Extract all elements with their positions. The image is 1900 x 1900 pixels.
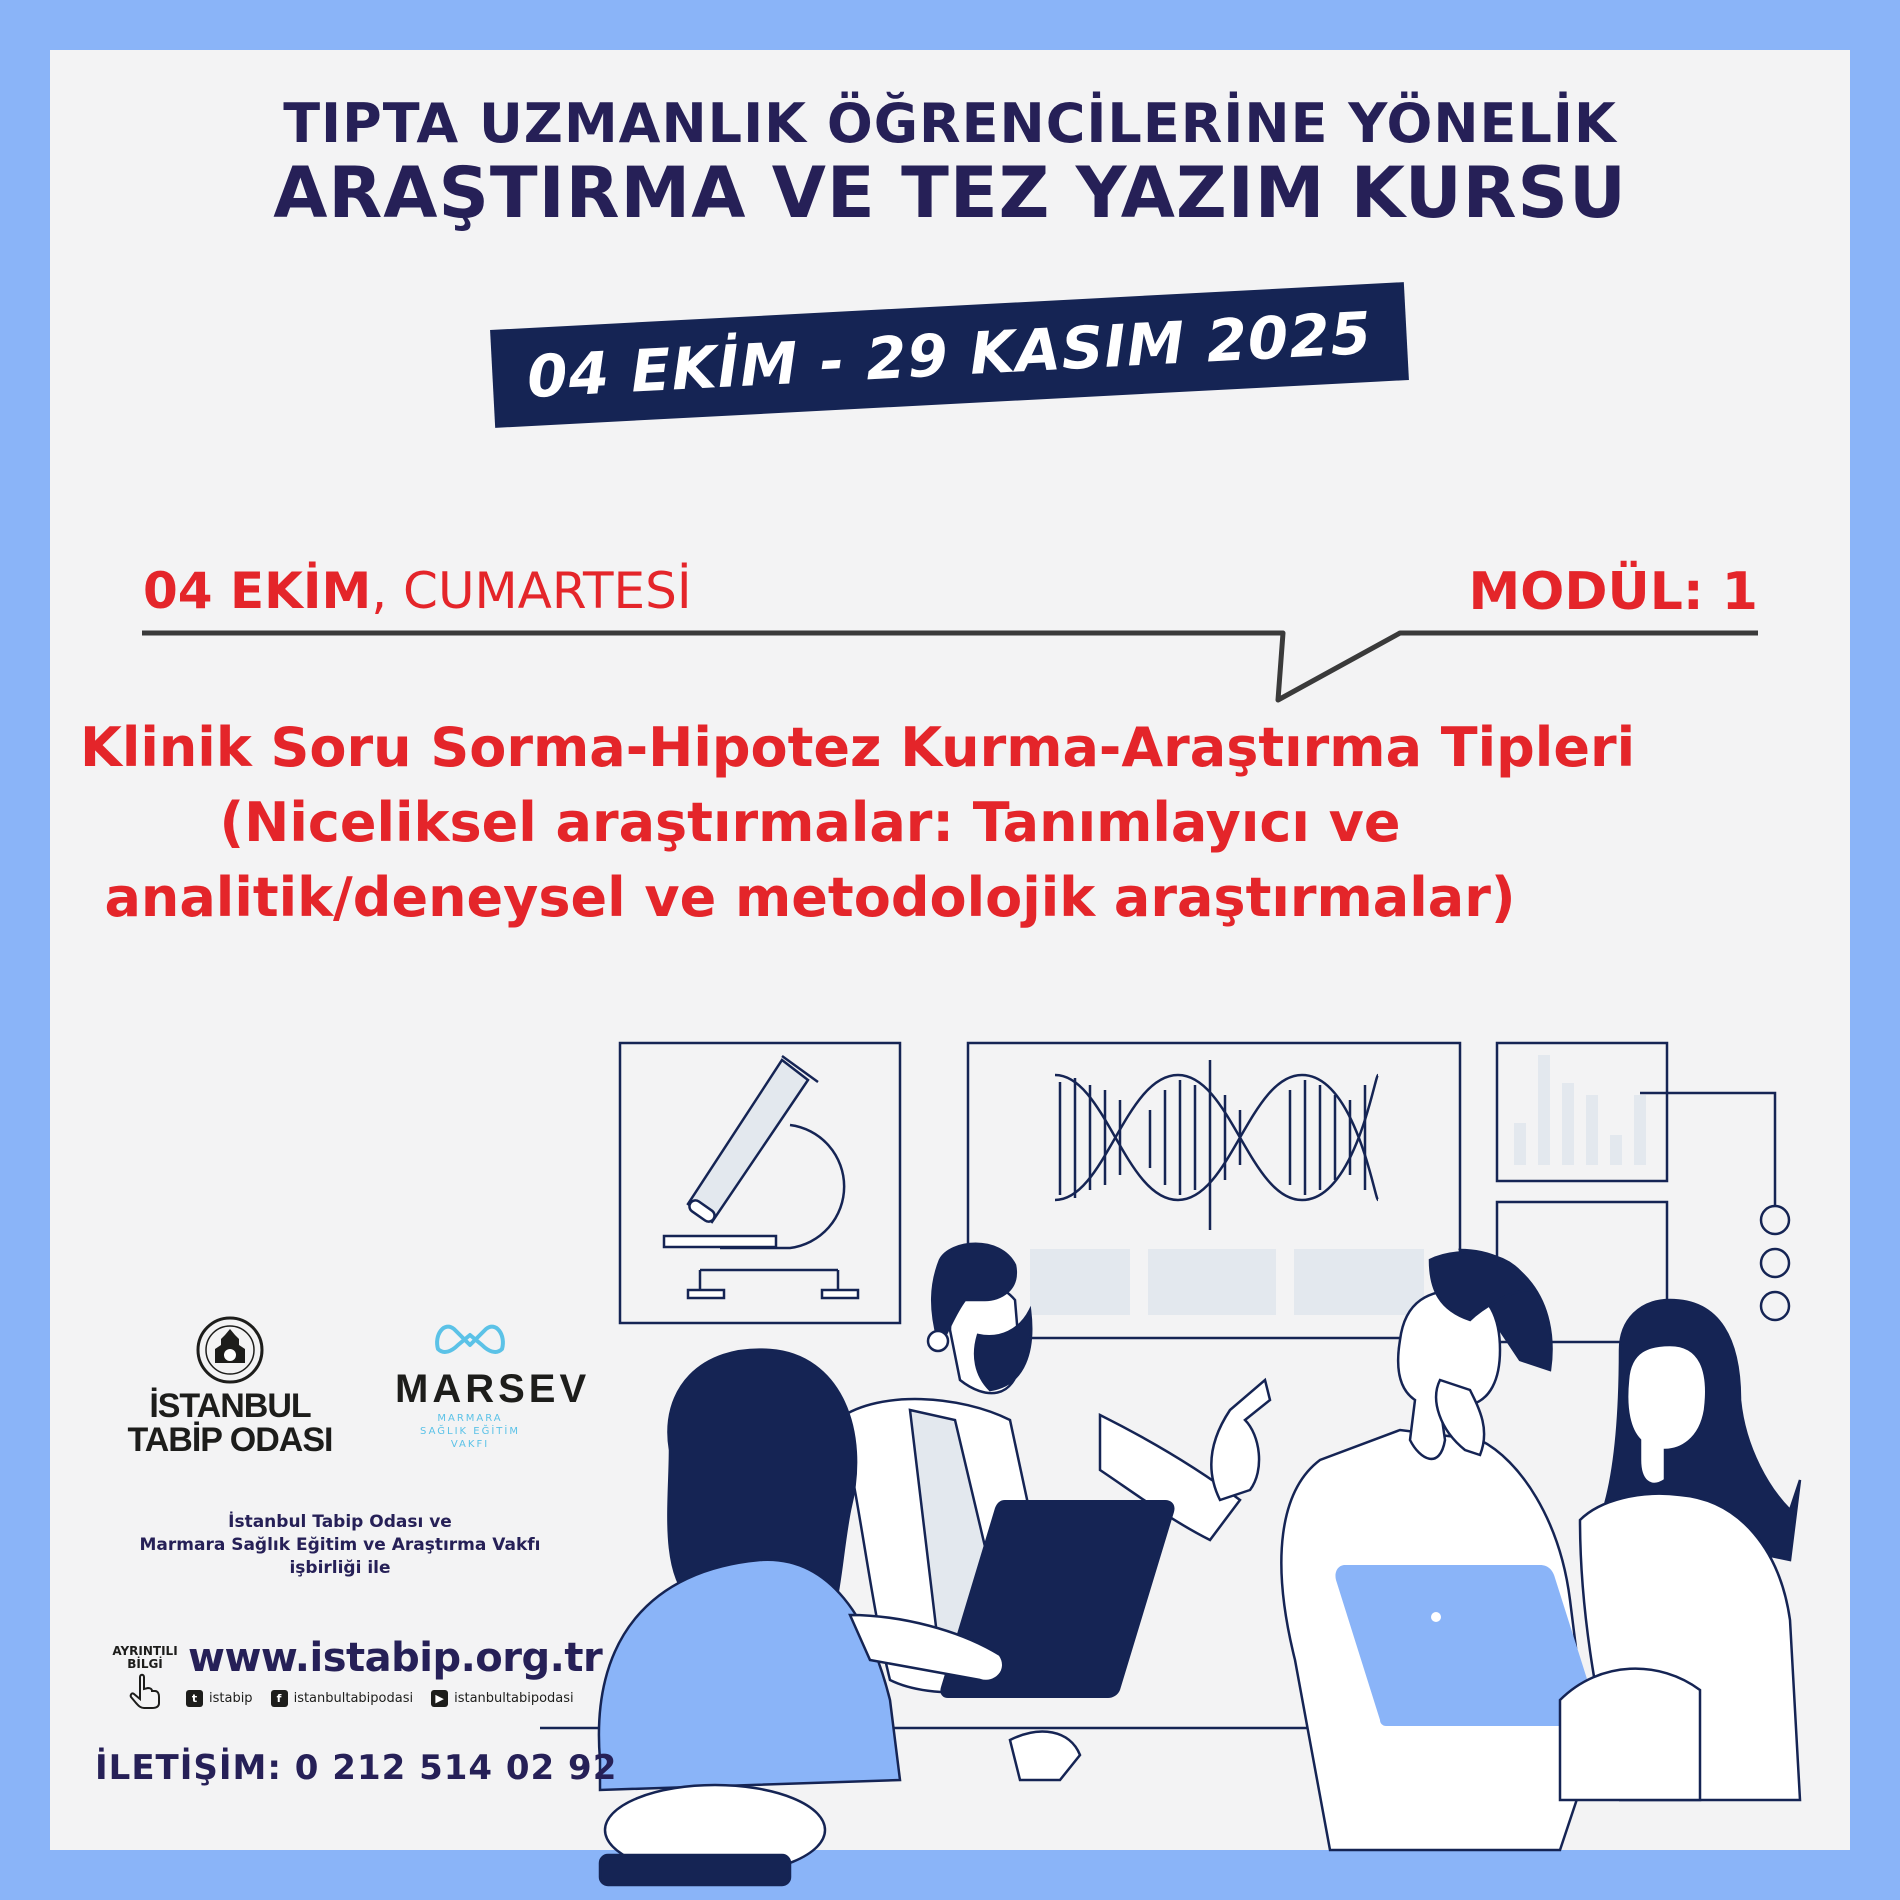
topic-line2: (Niceliksel araştırmalar: Tanımlayıcı ve bbox=[219, 791, 1401, 854]
session-date-bold: 04 EKİM bbox=[143, 562, 372, 620]
marsev-logo bbox=[395, 1315, 591, 1451]
marsev-mark-icon bbox=[430, 1315, 510, 1359]
social-youtube-handle: istanbultabipodasi bbox=[454, 1691, 574, 1706]
bar-chart-icon bbox=[1514, 1055, 1646, 1165]
marsev-sub1: MARMARA bbox=[437, 1413, 503, 1424]
module-label: MODÜL: 1 bbox=[1468, 562, 1758, 622]
session-day: , CUMARTESİ bbox=[371, 562, 692, 620]
header-title: ARAŞTIRMA VE TEZ YAZIM KURSU bbox=[273, 152, 1627, 234]
dna-icon bbox=[1055, 1060, 1378, 1230]
marsev-name: MARSEV bbox=[395, 1367, 591, 1411]
itb-name-line2: TABİP ODASI bbox=[127, 1421, 333, 1459]
website-link[interactable]: www.istabip.org.tr bbox=[188, 1635, 603, 1681]
social-facebook[interactable] bbox=[271, 1690, 414, 1707]
details-label bbox=[105, 1645, 185, 1712]
itb-name-line1: İSTANBUL bbox=[149, 1387, 311, 1425]
microscope-frame bbox=[620, 1043, 900, 1323]
collab-line3: işbirliği ile bbox=[289, 1558, 391, 1578]
istanbul-tabip-odasi-logo bbox=[120, 1315, 340, 1457]
social-twitter-handle: istabip bbox=[209, 1691, 253, 1706]
itb-seal-icon bbox=[195, 1315, 265, 1385]
twitter-icon: t bbox=[186, 1690, 203, 1707]
collab-line2: Marmara Sağlık Eğitim ve Araştırma Vakfı bbox=[139, 1535, 541, 1555]
hand-pointer-icon bbox=[128, 1673, 162, 1709]
man-right-figure bbox=[1281, 1250, 1590, 1850]
header-line1: TIPTA UZMANLIK ÖĞRENCİLERİNE YÖNELİK bbox=[283, 92, 1617, 155]
date-range: 04 EKİM - 29 KASIM 2025 bbox=[525, 298, 1374, 412]
speech-bubble-line bbox=[142, 633, 1758, 700]
topic-line3: analitik/deneysel ve metodolojik araştırmalar) bbox=[104, 866, 1516, 929]
youtube-icon: ▶ bbox=[431, 1690, 448, 1707]
details-label-line1: AYRINTILI bbox=[112, 1644, 178, 1658]
woman-right-figure bbox=[1560, 1300, 1800, 1800]
social-youtube[interactable] bbox=[431, 1690, 574, 1707]
social-twitter[interactable] bbox=[186, 1690, 253, 1707]
social-facebook-handle: istanbultabipodasi bbox=[293, 1691, 414, 1706]
topic-line1: Klinik Soru Sorma-Hipotez Kurma-Araştırma Tipleri bbox=[80, 716, 1636, 779]
microscope-icon bbox=[664, 1056, 858, 1298]
marsev-sub3: VAKFI bbox=[450, 1439, 490, 1450]
collab-line1: İstanbul Tabip Odası ve bbox=[228, 1512, 452, 1532]
contact-phone: İLETİŞİM: 0 212 514 02 92 bbox=[95, 1748, 618, 1788]
details-label-line2: BİLGİ bbox=[127, 1657, 163, 1671]
social-links bbox=[186, 1690, 574, 1707]
marsev-sub2: SAĞLIK EĞİTİM bbox=[420, 1426, 520, 1437]
collaboration-note bbox=[120, 1511, 560, 1580]
facebook-icon: f bbox=[271, 1690, 288, 1707]
